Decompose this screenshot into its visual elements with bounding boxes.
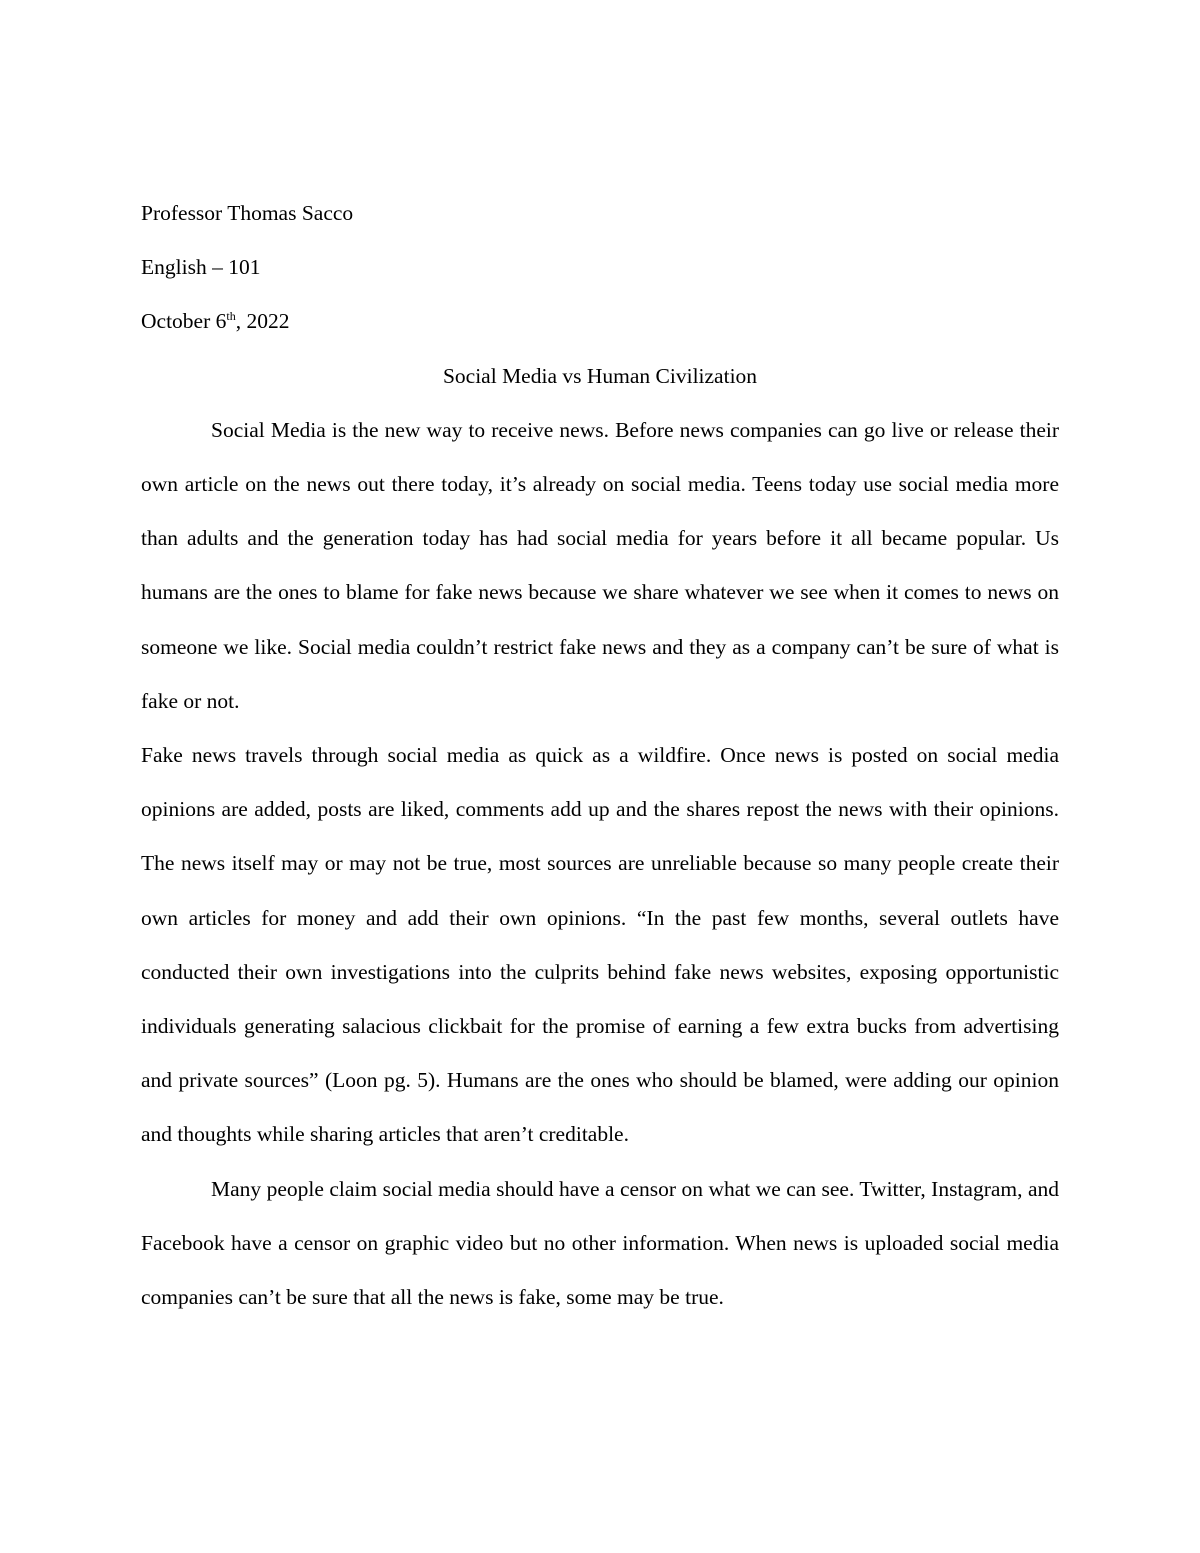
paragraph-1: Social Media is the new way to receive news. Before news companies can go live or release their own article on the news out there today, it’s already on social media. Teens today use social media more than adults and the generation today has had social media for years before it all became popular. Us humans are the ones to blame for fake news because we share whatever we see when it comes to news on someone we like. Social media couldn’t restrict fake news and they as a company can’t be sure of what is fake or not. [141, 417, 1059, 713]
paragraph-2: Fake news travels through social media as quick as a wildfire. Once news is posted on social media opinions are added, posts are liked, comments add up and the shares repost the news with their opinions. The news itself may or may not be true, most sources are unreliable because so many people create their own articles for money and add their own opinions. “In the past few months, several outlets have conducted their own investigations into the culprits behind fake news websites, exposing opportunistic individuals generating salacious clickbait for the promise of earning a few extra bucks from advertising and private sources” (Loon pg. 5). Humans are the ones who should be blamed, were adding our opinion and thoughts while sharing articles that aren’t creditable. [141, 743, 1059, 1147]
essay-title: Social Media vs Human Civilization [442, 363, 758, 388]
date-year: , 2022 [235, 309, 290, 334]
professor-name: Professor Thomas Sacco [141, 201, 354, 225]
date-month-day: October 6 [141, 309, 227, 334]
document-date [141, 294, 1059, 348]
date-ordinal-suffix: th [226, 309, 236, 324]
paragraph-3: Many people claim social media should have a censor on what we can see. Twitter, Instagram, and Facebook have a censor on graphic video but no other information. When news is uploaded social media companies can’t be sure that all the news is fake, some may be true. [141, 1176, 1059, 1310]
course-name: English – 101 [141, 255, 261, 280]
document-body [141, 186, 1059, 1324]
